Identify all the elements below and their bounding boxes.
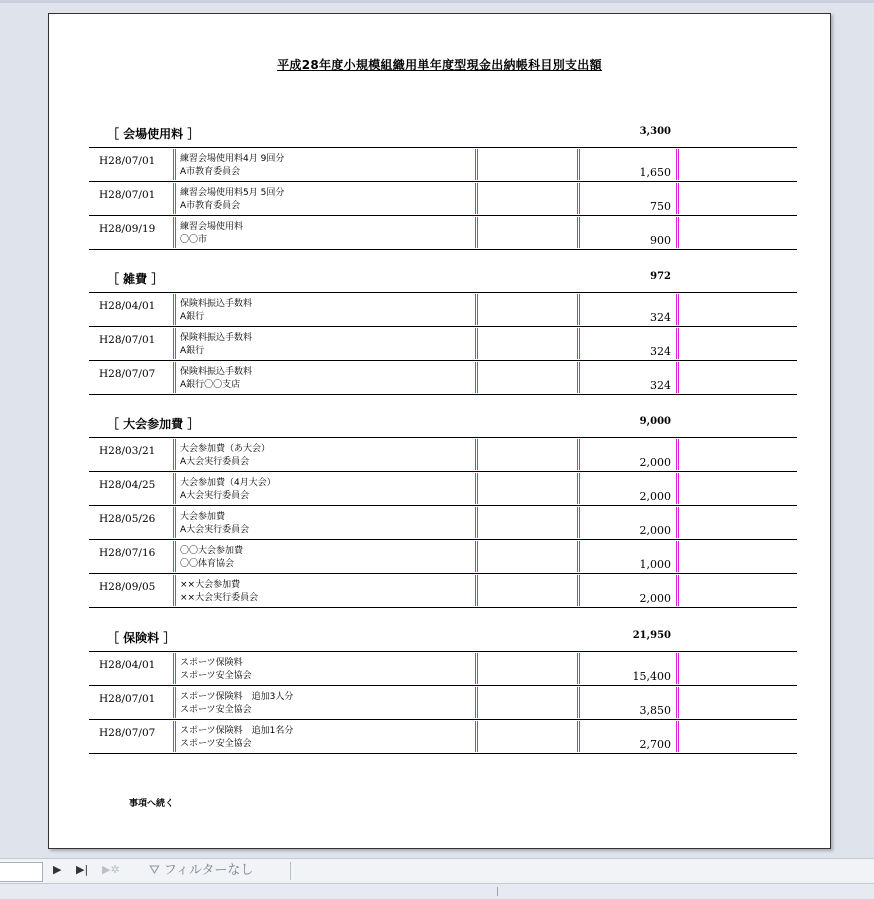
column-divider bbox=[676, 687, 679, 718]
column-divider bbox=[577, 721, 580, 752]
expense-row bbox=[89, 539, 797, 573]
column-divider bbox=[475, 217, 478, 248]
column-divider bbox=[173, 294, 176, 325]
expense-row bbox=[89, 471, 797, 505]
section-total: 21,950 bbox=[632, 630, 671, 641]
section-header bbox=[89, 415, 797, 433]
column-divider bbox=[475, 507, 478, 538]
column-divider bbox=[676, 183, 679, 214]
row-amount: 324 bbox=[650, 379, 671, 392]
row-date: H28/09/19 bbox=[99, 223, 156, 235]
column-divider bbox=[577, 294, 580, 325]
row-date: H28/07/07 bbox=[99, 727, 156, 739]
row-amount: 2,700 bbox=[639, 738, 671, 751]
row-date: H28/07/16 bbox=[99, 547, 156, 559]
column-divider bbox=[475, 473, 478, 504]
expense-row bbox=[89, 651, 797, 685]
column-divider bbox=[577, 328, 580, 359]
row-amount: 1,650 bbox=[639, 166, 671, 179]
expense-row bbox=[89, 360, 797, 395]
section-total: 3,300 bbox=[639, 126, 671, 137]
column-divider bbox=[676, 328, 679, 359]
column-divider bbox=[676, 217, 679, 248]
column-divider bbox=[475, 183, 478, 214]
row-amount: 900 bbox=[650, 234, 671, 247]
row-date: H28/07/07 bbox=[99, 368, 156, 380]
row-date: H28/09/05 bbox=[99, 581, 156, 593]
row-description: 練習会場使用料4月 9回分 bbox=[180, 154, 285, 164]
row-description: 練習会場使用料5月 5回分 bbox=[180, 188, 285, 198]
row-description: 保険料振込手数料 bbox=[180, 333, 253, 343]
row-payee: スポーツ安全協会 bbox=[180, 671, 252, 681]
row-date: H28/07/01 bbox=[99, 334, 156, 346]
row-date: H28/07/01 bbox=[99, 693, 156, 705]
row-description: 〇〇大会参加費 bbox=[180, 546, 244, 556]
row-payee: 〇〇体育協会 bbox=[180, 559, 235, 569]
row-payee: A大会実行委員会 bbox=[180, 457, 250, 467]
section-total: 972 bbox=[650, 271, 671, 282]
column-divider bbox=[577, 473, 580, 504]
column-divider bbox=[475, 294, 478, 325]
expense-row bbox=[89, 437, 797, 471]
row-amount: 324 bbox=[650, 311, 671, 324]
filter-label: フィルターなし bbox=[163, 863, 254, 878]
row-payee: A銀行 bbox=[180, 346, 205, 356]
column-divider bbox=[173, 721, 176, 752]
column-divider bbox=[676, 507, 679, 538]
row-amount: 15,400 bbox=[632, 670, 671, 683]
new-record-icon[interactable]: ▶✲ bbox=[102, 863, 120, 876]
row-date: H28/04/25 bbox=[99, 479, 156, 491]
column-divider bbox=[676, 362, 679, 393]
column-divider bbox=[577, 217, 580, 248]
record-number-input[interactable] bbox=[0, 862, 43, 882]
column-divider bbox=[173, 362, 176, 393]
row-description: 大会参加費 bbox=[180, 512, 226, 522]
row-description: 保険料振込手数料 bbox=[180, 299, 253, 309]
record-navigation-bar bbox=[0, 858, 874, 883]
window-top-border bbox=[0, 0, 874, 3]
section-header bbox=[89, 270, 797, 288]
column-divider bbox=[676, 149, 679, 180]
expense-row bbox=[89, 215, 797, 250]
column-divider bbox=[577, 687, 580, 718]
row-description: 大会参加費（4月大会） bbox=[180, 478, 276, 488]
column-divider bbox=[577, 507, 580, 538]
column-divider bbox=[676, 541, 679, 572]
column-divider bbox=[475, 687, 478, 718]
row-payee: A大会実行委員会 bbox=[180, 491, 250, 501]
row-amount: 1,000 bbox=[639, 558, 671, 571]
column-divider bbox=[173, 687, 176, 718]
row-description: ××大会参加費 bbox=[180, 580, 241, 590]
row-payee: A市教育委員会 bbox=[180, 167, 241, 177]
column-divider bbox=[475, 575, 478, 606]
row-payee: スポーツ安全協会 bbox=[180, 705, 252, 715]
row-description: 練習会場使用料 bbox=[180, 222, 244, 232]
row-amount: 324 bbox=[650, 345, 671, 358]
row-payee: ××大会実行委員会 bbox=[180, 593, 259, 603]
row-description: 大会参加費（あ大会） bbox=[180, 444, 271, 454]
section-name: ［ 雑費 ］ bbox=[107, 272, 164, 286]
row-date: H28/07/01 bbox=[99, 189, 156, 201]
report-page bbox=[48, 13, 831, 849]
column-divider bbox=[577, 653, 580, 684]
column-divider bbox=[475, 328, 478, 359]
row-payee: スポーツ安全協会 bbox=[180, 739, 252, 749]
row-date: H28/03/21 bbox=[99, 445, 156, 457]
filter-status-button[interactable] bbox=[143, 861, 259, 881]
expense-row bbox=[89, 326, 797, 360]
section-header bbox=[89, 125, 797, 143]
row-amount: 2,000 bbox=[639, 524, 671, 537]
section-name: ［ 会場使用料 ］ bbox=[107, 127, 200, 141]
column-divider bbox=[173, 575, 176, 606]
column-divider bbox=[577, 439, 580, 470]
row-amount: 2,000 bbox=[639, 592, 671, 605]
next-record-icon[interactable]: ▶ bbox=[53, 863, 62, 876]
row-payee: A銀行 bbox=[180, 312, 205, 322]
column-divider bbox=[173, 217, 176, 248]
column-divider bbox=[475, 149, 478, 180]
section-header bbox=[89, 629, 797, 647]
row-payee: A大会実行委員会 bbox=[180, 525, 250, 535]
row-date: H28/05/26 bbox=[99, 513, 156, 525]
row-description: スポーツ保険料 追加3人分 bbox=[180, 692, 294, 702]
column-divider bbox=[676, 721, 679, 752]
continuation-note: 事項へ続く bbox=[129, 799, 175, 809]
section-name: ［ 保険料 ］ bbox=[107, 631, 176, 645]
column-divider bbox=[577, 541, 580, 572]
row-date: H28/04/01 bbox=[99, 659, 156, 671]
nav-separator bbox=[290, 862, 291, 880]
expense-row bbox=[89, 505, 797, 539]
filter-icon: ⛛ bbox=[149, 863, 160, 878]
row-amount: 2,000 bbox=[639, 456, 671, 469]
column-divider bbox=[577, 183, 580, 214]
column-divider bbox=[173, 653, 176, 684]
expense-row bbox=[89, 181, 797, 215]
expense-row bbox=[89, 147, 797, 181]
row-payee: 〇〇市 bbox=[180, 235, 208, 245]
row-date: H28/07/01 bbox=[99, 155, 156, 167]
column-divider bbox=[173, 183, 176, 214]
expense-row bbox=[89, 573, 797, 608]
row-description: 保険料振込手数料 bbox=[180, 367, 253, 377]
expense-row bbox=[89, 685, 797, 719]
column-divider bbox=[173, 507, 176, 538]
column-divider bbox=[676, 653, 679, 684]
column-divider bbox=[577, 362, 580, 393]
column-divider bbox=[676, 439, 679, 470]
row-amount: 750 bbox=[650, 200, 671, 213]
row-date: H28/04/01 bbox=[99, 300, 156, 312]
column-divider bbox=[173, 328, 176, 359]
column-divider bbox=[173, 473, 176, 504]
row-payee: A市教育委員会 bbox=[180, 201, 241, 211]
column-divider bbox=[676, 294, 679, 325]
status-bar bbox=[0, 883, 874, 899]
column-divider bbox=[676, 473, 679, 504]
column-divider bbox=[475, 653, 478, 684]
status-divider bbox=[497, 887, 498, 896]
column-divider bbox=[577, 149, 580, 180]
column-divider bbox=[475, 541, 478, 572]
column-divider bbox=[577, 575, 580, 606]
row-description: スポーツ保険料 追加1名分 bbox=[180, 726, 294, 736]
expense-row bbox=[89, 719, 797, 754]
row-payee: A銀行〇〇支店 bbox=[180, 380, 241, 390]
section-name: ［ 大会参加費 ］ bbox=[107, 417, 200, 431]
section-total: 9,000 bbox=[639, 416, 671, 427]
column-divider bbox=[173, 149, 176, 180]
column-divider bbox=[475, 439, 478, 470]
row-amount: 2,000 bbox=[639, 490, 671, 503]
row-amount: 3,850 bbox=[639, 704, 671, 717]
row-description: スポーツ保険料 bbox=[180, 658, 243, 668]
column-divider bbox=[173, 439, 176, 470]
report-title: 平成28年度小規模組織用単年度型現金出納帳科目別支出額 bbox=[277, 58, 602, 72]
column-divider bbox=[173, 541, 176, 572]
column-divider bbox=[475, 721, 478, 752]
column-divider bbox=[475, 362, 478, 393]
column-divider bbox=[676, 575, 679, 606]
last-record-icon[interactable]: ▶| bbox=[76, 863, 89, 876]
expense-row bbox=[89, 292, 797, 326]
